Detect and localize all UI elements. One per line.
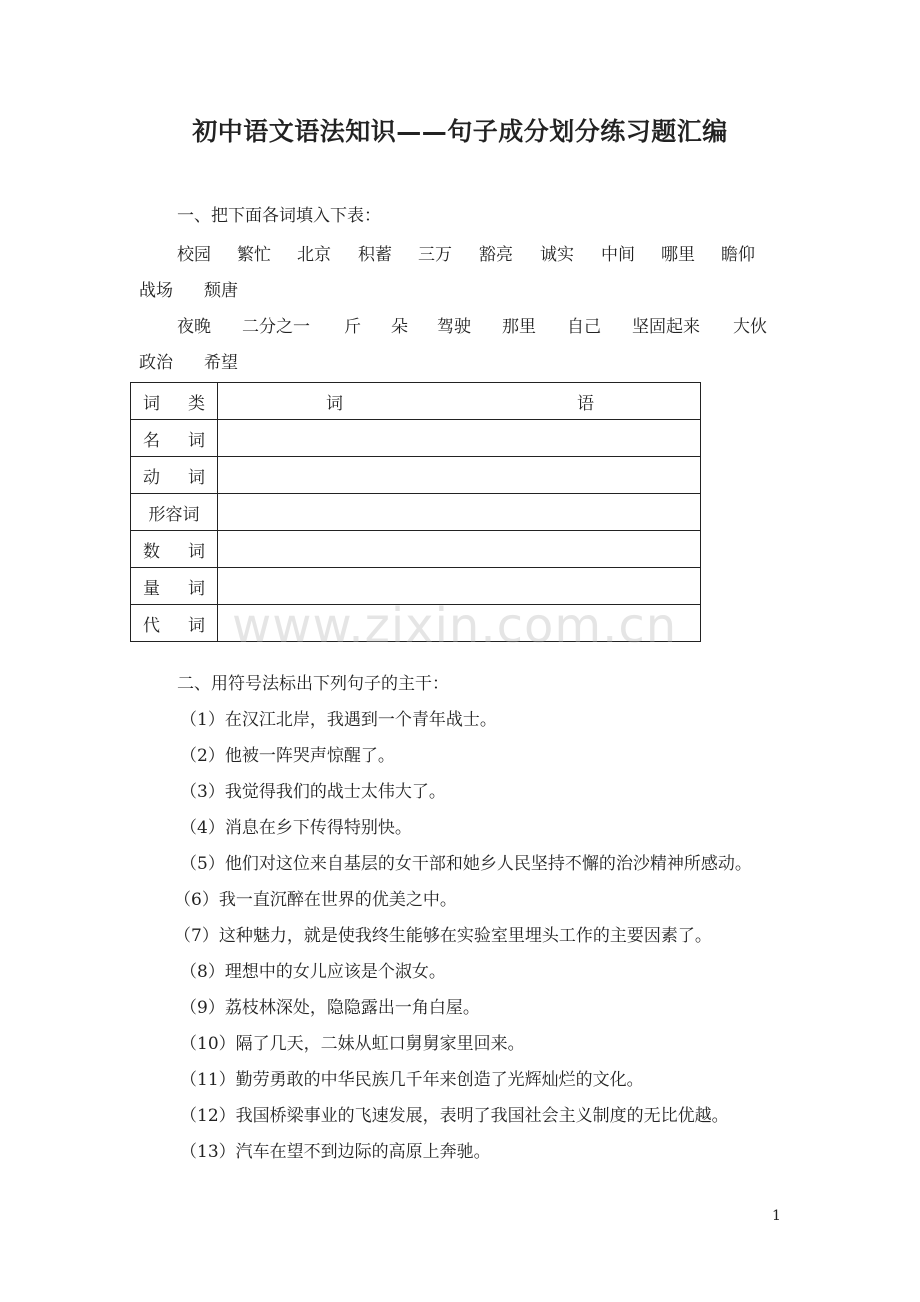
word: 北京	[297, 245, 331, 265]
word: 驾驶	[437, 317, 471, 337]
list-item: （8）理想中的女儿应该是个淑女。	[180, 962, 446, 982]
table-row	[131, 420, 701, 457]
category-char: 词	[188, 615, 205, 636]
word: 瞻仰	[721, 245, 755, 265]
category-char: 词	[188, 541, 205, 562]
word: 繁忙	[237, 245, 271, 265]
table-row	[131, 531, 701, 568]
word: 大伙	[733, 317, 767, 337]
category-cell-noun	[131, 420, 218, 457]
list-item: （3）我觉得我们的战士太伟大了。	[180, 782, 446, 802]
list-item: （12）我国桥梁事业的飞速发展，表明了我国社会主义制度的无比优越。	[180, 1106, 729, 1126]
word: 坚固起来	[632, 317, 700, 337]
word: 校园	[177, 245, 211, 265]
list-item: （1）在汉江北岸，我遇到一个青年战士。	[180, 710, 497, 730]
answer-cell[interactable]	[218, 494, 701, 531]
answer-cell[interactable]	[218, 457, 701, 494]
word: 诚实	[540, 245, 574, 265]
list-item: （13）汽车在望不到边际的高原上奔驰。	[180, 1142, 491, 1162]
category-cell-measure	[131, 568, 218, 605]
word: 积蓄	[358, 245, 392, 265]
word: 豁亮	[479, 245, 513, 265]
watermark: www.zixin.com.cn	[232, 598, 678, 654]
word: 夜晚	[177, 317, 211, 337]
list-item: （4）消息在乡下传得特别快。	[180, 818, 412, 838]
page-number: 1	[772, 1208, 781, 1224]
category-char: 词	[188, 430, 205, 451]
category-char: 动	[143, 467, 160, 488]
category-char: 数	[143, 541, 160, 562]
word: 战场	[139, 281, 173, 301]
answer-cell[interactable]	[218, 420, 701, 457]
word: 那里	[502, 317, 536, 337]
table-row	[131, 457, 701, 494]
list-item: （6）我一直沉醉在世界的优美之中。	[174, 890, 457, 910]
header-words-char: 语	[577, 393, 594, 414]
list-item: （5）他们对这位来自基层的女干部和她乡人民坚持不懈的治沙精神所感动。	[180, 854, 752, 874]
word: 自己	[567, 317, 601, 337]
word: 斤	[344, 317, 361, 337]
list-item: （11）勤劳勇敢的中华民族几千年来创造了光辉灿烂的文化。	[180, 1070, 644, 1090]
table-header-row	[131, 383, 701, 420]
word: 政治	[139, 353, 173, 373]
document-title: 初中语文语法知识——句子成分划分练习题汇编	[192, 117, 728, 146]
list-item: （7）这种魅力，就是使我终生能够在实验室里埋头工作的主要因素了。	[174, 926, 712, 946]
list-item: （9）荔枝林深处，隐隐露出一角白屋。	[180, 998, 480, 1018]
category-char: 量	[143, 578, 160, 599]
header-words-char: 词	[326, 393, 343, 414]
table-row	[131, 494, 701, 531]
word: 二分之一	[242, 317, 310, 337]
category-char: 词	[188, 467, 205, 488]
category-label: 形容词	[148, 504, 200, 525]
category-cell-verb	[131, 457, 218, 494]
list-item: （2）他被一阵哭声惊醒了。	[180, 746, 395, 766]
section1-heading: 一、把下面各词填入下表：	[177, 206, 381, 226]
category-cell-pronoun	[131, 605, 218, 642]
category-cell-adjective	[131, 494, 218, 531]
answer-cell[interactable]	[218, 531, 701, 568]
header-category-char: 词	[143, 393, 160, 414]
category-char: 词	[188, 578, 205, 599]
category-char: 名	[143, 430, 160, 451]
word: 希望	[204, 353, 238, 373]
category-cell-numeral	[131, 531, 218, 568]
category-char: 代	[143, 615, 160, 636]
word: 三万	[418, 245, 452, 265]
header-words-cell	[218, 383, 701, 420]
word: 哪里	[661, 245, 695, 265]
word: 中间	[601, 245, 635, 265]
header-category-cell	[131, 383, 218, 420]
word: 朵	[391, 317, 408, 337]
header-category-char: 类	[188, 393, 205, 414]
list-item: （10）隔了几天，二妹从虹口舅舅家里回来。	[180, 1034, 525, 1054]
section2-heading: 二、用符号法标出下列句子的主干：	[177, 674, 449, 694]
word: 颓唐	[204, 281, 238, 301]
